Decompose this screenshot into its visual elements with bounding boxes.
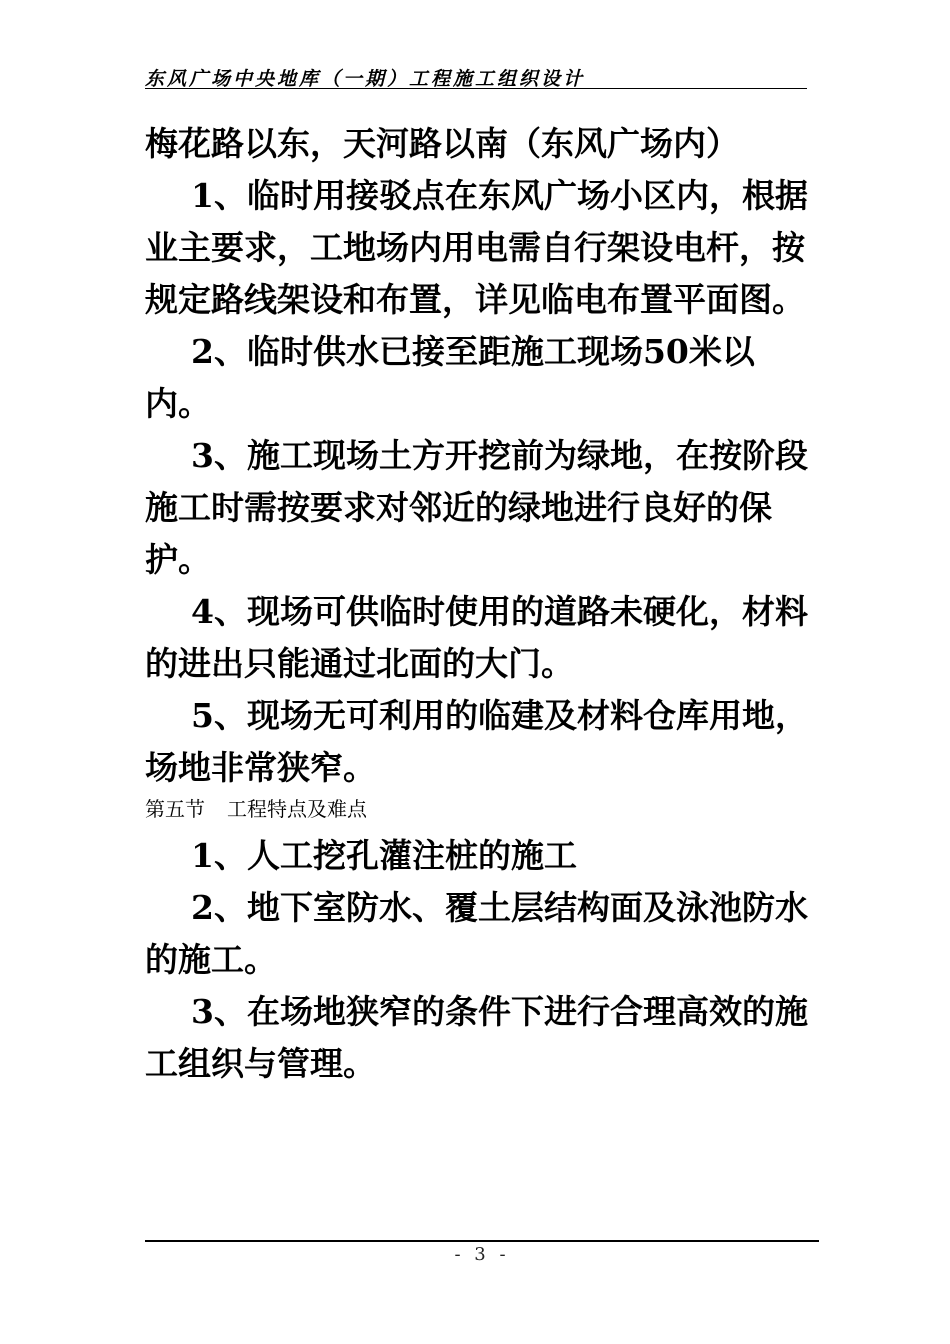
- paragraph-greenland: 3、施工现场土方开挖前为绿地，在按阶段施工时需按要求对邻近的绿地进行良好的保护。: [145, 436, 808, 579]
- paragraph-location: 梅花路以东，天河路以南（东风广场内）: [145, 124, 739, 163]
- footer-divider: [145, 1240, 819, 1242]
- paragraph-power-supply: 1、临时用接驳点在东风广场小区内，根据业主要求，工地场内用电需自行架设电杆，按规定路线架设和布置，详见临电布置平面图。: [145, 176, 808, 319]
- paragraph-pile-construction: 1、人工挖孔灌注桩的施工: [191, 836, 577, 875]
- paragraph-waterproofing: 2、地下室防水、覆土层结构面及泳池防水的施工。: [145, 888, 808, 979]
- paragraph-roads: 4、现场可供临时使用的道路未硬化，材料的进出只能通过北面的大门。: [145, 592, 808, 683]
- section-number: 第五节: [145, 797, 205, 821]
- paragraph-water-supply: 2、临时供水已接至距施工现场50米以内。: [145, 332, 755, 423]
- page-header: [145, 60, 807, 89]
- page-number: - 3 -: [454, 1244, 510, 1265]
- document-body: [145, 118, 815, 1090]
- section-title: 工程特点及难点: [227, 797, 367, 821]
- section-heading: [145, 794, 815, 824]
- paragraph-site-space: 5、现场无可利用的临建及材料仓库用地，场地非常狭窄。: [145, 696, 808, 787]
- paragraph-organization: 3、在场地狭窄的条件下进行合理高效的施工组织与管理。: [145, 992, 808, 1083]
- header-title: 东风广场中央地库（一期）工程施工组织设计: [145, 68, 586, 90]
